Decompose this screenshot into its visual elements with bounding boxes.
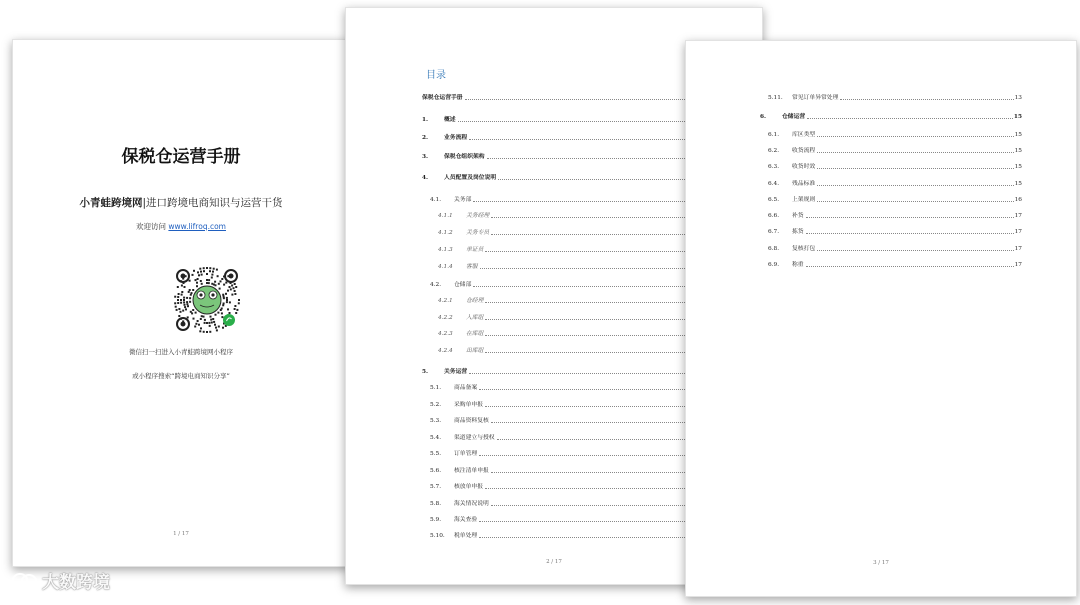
- toc-entry-title: 收货时效: [792, 164, 816, 170]
- toc-entry-number: 6.5.: [768, 197, 780, 203]
- toc-entry-page: 15: [1014, 132, 1022, 138]
- toc-entry-number: 5.5.: [430, 451, 442, 457]
- toc-entry[interactable]: [768, 194, 1022, 203]
- toc-leader-dots: [817, 249, 1013, 251]
- toc-entry[interactable]: [768, 259, 1022, 268]
- toc-entry-title: 关务经理: [466, 213, 490, 219]
- toc-entry-number: 4.: [422, 175, 429, 181]
- toc-entry-number: 4.2.4: [438, 348, 453, 354]
- toc-entry-title: 概述: [444, 117, 456, 123]
- toc-entry-title: 海关情况说明: [454, 501, 489, 507]
- brand-name: 小青蛙跨境网: [79, 197, 143, 209]
- cover-title: 保税仓运营手册: [121, 147, 241, 167]
- toc-entry-title: 复核打包: [792, 246, 816, 252]
- toc-entry-title: 上架规则: [792, 197, 816, 203]
- toc-entry-title: 保税仓组织架构: [444, 154, 485, 160]
- toc-entry-title: 出库组: [466, 348, 484, 354]
- toc-entry-number: 6.1.: [768, 132, 780, 138]
- toc-entry[interactable]: [768, 129, 1022, 138]
- toc-entry-number: 4.2.1: [438, 298, 453, 304]
- toc-entry-number: 6.2.: [768, 148, 780, 154]
- toc-entry-title: 入库组: [466, 315, 484, 321]
- toc-leader-dots: [807, 117, 1013, 119]
- toc-entry-title: 关务运营: [444, 369, 468, 375]
- toc-leader-dots: [817, 200, 1013, 202]
- toc-entry-page: 16: [1014, 197, 1022, 203]
- toc-entry[interactable]: [768, 145, 1022, 154]
- toc-entry-page: 15: [1014, 148, 1022, 154]
- toc-entry-number: 6.: [760, 114, 767, 120]
- toc-entry-number: 6.4.: [768, 181, 780, 187]
- toc-leader-dots: [806, 216, 1014, 218]
- toc-entry-number: 5.4.: [430, 435, 442, 441]
- toc-entry-title: 客服: [466, 264, 478, 270]
- toc-entry-title: 保税仓运营手册: [422, 95, 463, 101]
- toc-entry-number: 2.: [422, 135, 429, 141]
- toc-entry-title: 仓储部: [454, 282, 472, 288]
- toc-entry[interactable]: [768, 178, 1022, 187]
- toc-continued-page: [685, 40, 1077, 597]
- toc-entry-number: 5.3.: [430, 418, 442, 424]
- toc-entry[interactable]: [760, 111, 1022, 120]
- toc-entry-number: 4.2.: [430, 282, 442, 288]
- toc-entry-title: 残品标准: [792, 181, 816, 187]
- toc-entry-number: 4.1.1: [438, 213, 453, 219]
- toc-entry-title: 收货流程: [792, 148, 816, 154]
- toc-entry-title: 商品备案: [454, 385, 478, 391]
- toc-entry[interactable]: [768, 226, 1022, 235]
- website-link[interactable]: www.lifroq.com: [168, 222, 226, 231]
- toc-entry-title: 业务流程: [444, 135, 468, 141]
- toc-leader-dots: [806, 232, 1014, 234]
- toc-list-continued: [686, 41, 1076, 596]
- toc-entry-number: 4.2.3: [438, 331, 453, 337]
- toc-entry-number: 5.8.: [430, 501, 442, 507]
- toc-leader-dots: [806, 265, 1014, 267]
- toc-entry-number: 5.6.: [430, 468, 442, 474]
- toc-entry-number: 5.1.: [430, 385, 442, 391]
- search-instruction: 或小程序搜索“跨境电商知识分享”: [132, 372, 230, 380]
- toc-entry-page: 17: [1014, 229, 1022, 235]
- toc-entry-title: 订单管理: [454, 451, 478, 457]
- toc-entry-title: 关务专员: [466, 230, 490, 236]
- visit-line: [13, 221, 349, 232]
- toc-entry-title: 单证员: [466, 247, 484, 253]
- toc-entry-number: 6.9.: [768, 262, 780, 268]
- toc-entry-title: 常见订单异常处理: [792, 95, 839, 101]
- toc-entry-page: 15: [1013, 114, 1022, 120]
- toc-entry-title: 税单处理: [454, 533, 478, 539]
- toc-entry-title: 核放单申报: [454, 484, 483, 490]
- toc-entry-title: 商品资料复核: [454, 418, 489, 424]
- page-number: 2 / 17: [546, 559, 562, 565]
- toc-entry-title: 人员配置及岗位说明: [444, 175, 497, 181]
- toc-heading: 目录: [426, 70, 446, 81]
- toc-entry-number: 1.: [422, 117, 429, 123]
- toc-entry-number: 3.: [422, 154, 429, 160]
- toc-entry-number: 4.1.: [430, 197, 442, 203]
- toc-entry-page: 13: [1014, 95, 1022, 101]
- watermark-text: 大数跨境: [42, 573, 110, 593]
- toc-entry-page: 15: [1014, 164, 1022, 170]
- toc-entry-page: 17: [1014, 213, 1022, 219]
- toc-entry-title: 补货: [792, 213, 804, 219]
- toc-entry[interactable]: [768, 243, 1022, 252]
- cover-subtitle: [13, 195, 349, 210]
- toc-entry-number: 5.10.: [430, 533, 445, 539]
- toc-leader-dots: [817, 135, 1013, 137]
- toc-entry-title: 拣货: [792, 229, 804, 235]
- toc-entry-title: 在库组: [466, 331, 484, 337]
- toc-entry-number: 5.9.: [430, 517, 442, 523]
- toc-entry-number: 6.7.: [768, 229, 780, 235]
- toc-entry-page: 15: [1014, 181, 1022, 187]
- toc-entry-title: 仓储运营: [782, 114, 806, 120]
- toc-entry[interactable]: [768, 92, 1022, 101]
- toc-entry-number: 6.6.: [768, 213, 780, 219]
- toc-entry-title: 库区类型: [792, 132, 816, 138]
- toc-entry-title: 采购单申报: [454, 402, 483, 408]
- toc-entry-number: 5.11.: [768, 95, 783, 101]
- toc-entry-title: 渠道建立与授权: [454, 435, 495, 441]
- cover-page: [12, 39, 350, 567]
- toc-entry-title: 称重: [792, 262, 804, 268]
- toc-entry-page: 17: [1014, 262, 1022, 268]
- toc-entry-number: 4.1.2: [438, 230, 453, 236]
- subtitle-text: |进口跨境电商知识与运营干货: [142, 197, 283, 209]
- speech-bubble-logo-icon: [12, 572, 38, 590]
- toc-entry-number: 6.3.: [768, 164, 780, 170]
- toc-entry-number: 5.2.: [430, 402, 442, 408]
- toc-entry-title: 关务部: [454, 197, 472, 203]
- toc-entry-number: 4.2.2: [438, 315, 453, 321]
- scan-instruction: 微信扫一扫进入小青蛙跨境网小程序: [129, 348, 233, 356]
- toc-entry-title: 海关查验: [454, 517, 478, 523]
- toc-entry-title: 核注清单申报: [454, 468, 489, 474]
- toc-leader-dots: [817, 167, 1013, 169]
- toc-entry-number: 6.8.: [768, 246, 780, 252]
- visit-label: 欢迎访问: [136, 222, 167, 231]
- toc-entry-number: 4.1.3: [438, 247, 453, 253]
- page-number: 3 / 17: [873, 560, 889, 566]
- toc-entry-number: 4.1.4: [438, 264, 453, 270]
- page-number: 1 / 17: [173, 531, 189, 537]
- toc-entry-number: 5.: [422, 369, 429, 375]
- toc-leader-dots: [840, 98, 1013, 100]
- toc-leader-dots: [817, 151, 1013, 153]
- toc-leader-dots: [817, 184, 1013, 186]
- watermark: [12, 568, 110, 593]
- qr-code-icon[interactable]: [171, 264, 243, 336]
- toc-entry-page: 17: [1014, 246, 1022, 252]
- toc-entry[interactable]: [768, 210, 1022, 219]
- toc-entry-title: 仓经理: [466, 298, 484, 304]
- toc-entry[interactable]: [768, 161, 1022, 170]
- toc-entry-number: 5.7.: [430, 484, 442, 490]
